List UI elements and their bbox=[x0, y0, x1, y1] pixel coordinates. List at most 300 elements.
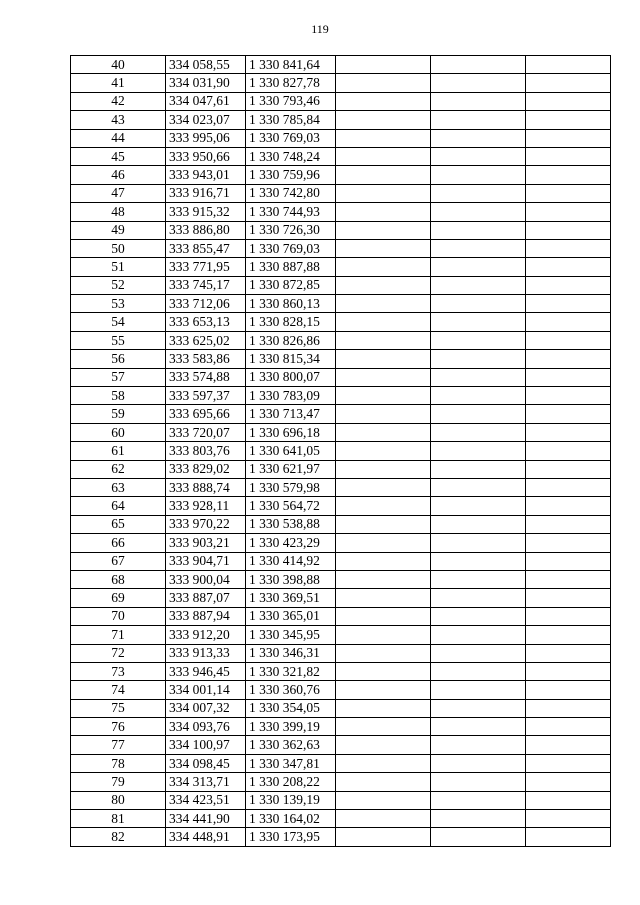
point-number-cell: 63 bbox=[71, 478, 166, 496]
empty-cell bbox=[431, 497, 526, 515]
table-row bbox=[71, 681, 611, 699]
empty-cell bbox=[431, 184, 526, 202]
table-row bbox=[71, 56, 611, 74]
x-coordinate-cell: 333 855,47 bbox=[166, 239, 246, 257]
point-number-cell: 49 bbox=[71, 221, 166, 239]
empty-cell bbox=[526, 313, 611, 331]
y-coordinate-cell: 1 330 748,24 bbox=[246, 147, 336, 165]
empty-cell bbox=[336, 56, 431, 74]
point-number-cell: 76 bbox=[71, 718, 166, 736]
point-number-cell: 56 bbox=[71, 350, 166, 368]
empty-cell bbox=[526, 147, 611, 165]
y-coordinate-cell: 1 330 887,88 bbox=[246, 258, 336, 276]
y-coordinate-cell: 1 330 362,63 bbox=[246, 736, 336, 754]
empty-cell bbox=[336, 497, 431, 515]
empty-cell bbox=[526, 239, 611, 257]
empty-cell bbox=[336, 331, 431, 349]
x-coordinate-cell: 334 001,14 bbox=[166, 681, 246, 699]
x-coordinate-cell: 334 100,97 bbox=[166, 736, 246, 754]
table-row bbox=[71, 570, 611, 588]
empty-cell bbox=[431, 258, 526, 276]
y-coordinate-cell: 1 330 399,19 bbox=[246, 718, 336, 736]
x-coordinate-cell: 333 771,95 bbox=[166, 258, 246, 276]
point-number-cell: 54 bbox=[71, 313, 166, 331]
empty-cell bbox=[336, 736, 431, 754]
empty-cell bbox=[431, 221, 526, 239]
point-number-cell: 42 bbox=[71, 92, 166, 110]
table-row bbox=[71, 387, 611, 405]
x-coordinate-cell: 334 441,90 bbox=[166, 810, 246, 828]
x-coordinate-cell: 333 803,76 bbox=[166, 442, 246, 460]
empty-cell bbox=[526, 478, 611, 496]
empty-cell bbox=[336, 699, 431, 717]
table-row bbox=[71, 74, 611, 92]
empty-cell bbox=[336, 552, 431, 570]
point-number-cell: 51 bbox=[71, 258, 166, 276]
empty-cell bbox=[336, 92, 431, 110]
table-row bbox=[71, 699, 611, 717]
table-row bbox=[71, 147, 611, 165]
empty-cell bbox=[336, 423, 431, 441]
point-number-cell: 65 bbox=[71, 515, 166, 533]
y-coordinate-cell: 1 330 345,95 bbox=[246, 626, 336, 644]
table-row bbox=[71, 644, 611, 662]
empty-cell bbox=[526, 662, 611, 680]
x-coordinate-cell: 334 031,90 bbox=[166, 74, 246, 92]
empty-cell bbox=[431, 368, 526, 386]
empty-cell bbox=[431, 828, 526, 846]
y-coordinate-cell: 1 330 398,88 bbox=[246, 570, 336, 588]
empty-cell bbox=[526, 810, 611, 828]
y-coordinate-cell: 1 330 828,15 bbox=[246, 313, 336, 331]
x-coordinate-cell: 333 950,66 bbox=[166, 147, 246, 165]
y-coordinate-cell: 1 330 139,19 bbox=[246, 791, 336, 809]
empty-cell bbox=[526, 736, 611, 754]
point-number-cell: 55 bbox=[71, 331, 166, 349]
point-number-cell: 82 bbox=[71, 828, 166, 846]
table-row bbox=[71, 662, 611, 680]
x-coordinate-cell: 333 712,06 bbox=[166, 295, 246, 313]
y-coordinate-cell: 1 330 815,34 bbox=[246, 350, 336, 368]
point-number-cell: 68 bbox=[71, 570, 166, 588]
x-coordinate-cell: 333 829,02 bbox=[166, 460, 246, 478]
point-number-cell: 60 bbox=[71, 423, 166, 441]
table-row bbox=[71, 313, 611, 331]
x-coordinate-cell: 333 745,17 bbox=[166, 276, 246, 294]
table-row bbox=[71, 203, 611, 221]
empty-cell bbox=[526, 460, 611, 478]
empty-cell bbox=[431, 736, 526, 754]
y-coordinate-cell: 1 330 414,92 bbox=[246, 552, 336, 570]
point-number-cell: 72 bbox=[71, 644, 166, 662]
empty-cell bbox=[526, 644, 611, 662]
table-row bbox=[71, 828, 611, 846]
empty-cell bbox=[526, 828, 611, 846]
empty-cell bbox=[431, 810, 526, 828]
table-row bbox=[71, 331, 611, 349]
point-number-cell: 77 bbox=[71, 736, 166, 754]
table-row bbox=[71, 773, 611, 791]
empty-cell bbox=[431, 460, 526, 478]
empty-cell bbox=[336, 184, 431, 202]
table-row bbox=[71, 626, 611, 644]
empty-cell bbox=[526, 221, 611, 239]
point-number-cell: 69 bbox=[71, 589, 166, 607]
empty-cell bbox=[526, 276, 611, 294]
empty-cell bbox=[431, 570, 526, 588]
y-coordinate-cell: 1 330 826,86 bbox=[246, 331, 336, 349]
point-number-cell: 46 bbox=[71, 166, 166, 184]
empty-cell bbox=[431, 74, 526, 92]
point-number-cell: 64 bbox=[71, 497, 166, 515]
empty-cell bbox=[431, 534, 526, 552]
y-coordinate-cell: 1 330 769,03 bbox=[246, 239, 336, 257]
table-row bbox=[71, 460, 611, 478]
x-coordinate-cell: 333 912,20 bbox=[166, 626, 246, 644]
empty-cell bbox=[526, 552, 611, 570]
empty-cell bbox=[336, 626, 431, 644]
x-coordinate-cell: 333 970,22 bbox=[166, 515, 246, 533]
table-row bbox=[71, 368, 611, 386]
empty-cell bbox=[431, 313, 526, 331]
empty-cell bbox=[431, 515, 526, 533]
table-row bbox=[71, 718, 611, 736]
table-row bbox=[71, 552, 611, 570]
empty-cell bbox=[336, 74, 431, 92]
table-row bbox=[71, 497, 611, 515]
empty-cell bbox=[526, 699, 611, 717]
point-number-cell: 47 bbox=[71, 184, 166, 202]
table-row bbox=[71, 405, 611, 423]
x-coordinate-cell: 334 007,32 bbox=[166, 699, 246, 717]
x-coordinate-cell: 334 313,71 bbox=[166, 773, 246, 791]
y-coordinate-cell: 1 330 538,88 bbox=[246, 515, 336, 533]
empty-cell bbox=[336, 276, 431, 294]
empty-cell bbox=[431, 662, 526, 680]
table-row bbox=[71, 258, 611, 276]
point-number-cell: 74 bbox=[71, 681, 166, 699]
empty-cell bbox=[336, 258, 431, 276]
empty-cell bbox=[431, 607, 526, 625]
empty-cell bbox=[526, 331, 611, 349]
table-row bbox=[71, 736, 611, 754]
y-coordinate-cell: 1 330 369,51 bbox=[246, 589, 336, 607]
table-row bbox=[71, 791, 611, 809]
x-coordinate-cell: 333 915,32 bbox=[166, 203, 246, 221]
empty-cell bbox=[526, 258, 611, 276]
empty-cell bbox=[526, 497, 611, 515]
empty-cell bbox=[336, 810, 431, 828]
x-coordinate-cell: 334 423,51 bbox=[166, 791, 246, 809]
coordinates-table-body bbox=[71, 56, 611, 847]
point-number-cell: 53 bbox=[71, 295, 166, 313]
point-number-cell: 70 bbox=[71, 607, 166, 625]
point-number-cell: 73 bbox=[71, 662, 166, 680]
empty-cell bbox=[336, 607, 431, 625]
table-row bbox=[71, 810, 611, 828]
x-coordinate-cell: 333 995,06 bbox=[166, 129, 246, 147]
table-row bbox=[71, 166, 611, 184]
empty-cell bbox=[336, 515, 431, 533]
empty-cell bbox=[336, 828, 431, 846]
empty-cell bbox=[431, 699, 526, 717]
coordinates-table bbox=[70, 55, 611, 847]
y-coordinate-cell: 1 330 783,09 bbox=[246, 387, 336, 405]
empty-cell bbox=[526, 184, 611, 202]
empty-cell bbox=[431, 552, 526, 570]
table-row bbox=[71, 92, 611, 110]
table-row bbox=[71, 350, 611, 368]
empty-cell bbox=[431, 405, 526, 423]
table-row bbox=[71, 442, 611, 460]
y-coordinate-cell: 1 330 769,03 bbox=[246, 129, 336, 147]
table-row bbox=[71, 589, 611, 607]
y-coordinate-cell: 1 330 860,13 bbox=[246, 295, 336, 313]
y-coordinate-cell: 1 330 696,18 bbox=[246, 423, 336, 441]
empty-cell bbox=[336, 534, 431, 552]
y-coordinate-cell: 1 330 347,81 bbox=[246, 754, 336, 772]
empty-cell bbox=[336, 221, 431, 239]
x-coordinate-cell: 333 888,74 bbox=[166, 478, 246, 496]
x-coordinate-cell: 333 887,07 bbox=[166, 589, 246, 607]
y-coordinate-cell: 1 330 365,01 bbox=[246, 607, 336, 625]
empty-cell bbox=[431, 166, 526, 184]
table-row bbox=[71, 515, 611, 533]
empty-cell bbox=[336, 718, 431, 736]
empty-cell bbox=[526, 423, 611, 441]
point-number-cell: 81 bbox=[71, 810, 166, 828]
y-coordinate-cell: 1 330 742,80 bbox=[246, 184, 336, 202]
empty-cell bbox=[431, 92, 526, 110]
point-number-cell: 58 bbox=[71, 387, 166, 405]
y-coordinate-cell: 1 330 785,84 bbox=[246, 111, 336, 129]
y-coordinate-cell: 1 330 726,30 bbox=[246, 221, 336, 239]
empty-cell bbox=[526, 607, 611, 625]
y-coordinate-cell: 1 330 173,95 bbox=[246, 828, 336, 846]
empty-cell bbox=[336, 295, 431, 313]
empty-cell bbox=[336, 368, 431, 386]
empty-cell bbox=[526, 111, 611, 129]
empty-cell bbox=[336, 313, 431, 331]
empty-cell bbox=[336, 570, 431, 588]
point-number-cell: 79 bbox=[71, 773, 166, 791]
empty-cell bbox=[336, 405, 431, 423]
empty-cell bbox=[336, 350, 431, 368]
empty-cell bbox=[526, 74, 611, 92]
empty-cell bbox=[431, 203, 526, 221]
y-coordinate-cell: 1 330 579,98 bbox=[246, 478, 336, 496]
empty-cell bbox=[431, 350, 526, 368]
empty-cell bbox=[336, 773, 431, 791]
table-row bbox=[71, 534, 611, 552]
empty-cell bbox=[526, 515, 611, 533]
empty-cell bbox=[431, 626, 526, 644]
empty-cell bbox=[336, 147, 431, 165]
point-number-cell: 59 bbox=[71, 405, 166, 423]
y-coordinate-cell: 1 330 800,07 bbox=[246, 368, 336, 386]
table-row bbox=[71, 111, 611, 129]
x-coordinate-cell: 333 903,21 bbox=[166, 534, 246, 552]
empty-cell bbox=[431, 791, 526, 809]
empty-cell bbox=[431, 387, 526, 405]
empty-cell bbox=[431, 589, 526, 607]
point-number-cell: 50 bbox=[71, 239, 166, 257]
empty-cell bbox=[431, 147, 526, 165]
empty-cell bbox=[431, 331, 526, 349]
empty-cell bbox=[431, 644, 526, 662]
empty-cell bbox=[431, 718, 526, 736]
x-coordinate-cell: 334 093,76 bbox=[166, 718, 246, 736]
empty-cell bbox=[526, 773, 611, 791]
empty-cell bbox=[431, 239, 526, 257]
x-coordinate-cell: 333 913,33 bbox=[166, 644, 246, 662]
table-row bbox=[71, 276, 611, 294]
y-coordinate-cell: 1 330 423,29 bbox=[246, 534, 336, 552]
empty-cell bbox=[526, 754, 611, 772]
empty-cell bbox=[336, 754, 431, 772]
empty-cell bbox=[431, 276, 526, 294]
x-coordinate-cell: 334 448,91 bbox=[166, 828, 246, 846]
empty-cell bbox=[431, 773, 526, 791]
x-coordinate-cell: 333 583,86 bbox=[166, 350, 246, 368]
point-number-cell: 44 bbox=[71, 129, 166, 147]
empty-cell bbox=[336, 644, 431, 662]
point-number-cell: 75 bbox=[71, 699, 166, 717]
empty-cell bbox=[336, 129, 431, 147]
y-coordinate-cell: 1 330 360,76 bbox=[246, 681, 336, 699]
point-number-cell: 48 bbox=[71, 203, 166, 221]
y-coordinate-cell: 1 330 208,22 bbox=[246, 773, 336, 791]
table-row bbox=[71, 295, 611, 313]
empty-cell bbox=[526, 589, 611, 607]
x-coordinate-cell: 333 887,94 bbox=[166, 607, 246, 625]
empty-cell bbox=[526, 718, 611, 736]
table-row bbox=[71, 184, 611, 202]
empty-cell bbox=[526, 442, 611, 460]
x-coordinate-cell: 333 946,45 bbox=[166, 662, 246, 680]
empty-cell bbox=[431, 442, 526, 460]
x-coordinate-cell: 333 886,80 bbox=[166, 221, 246, 239]
empty-cell bbox=[336, 662, 431, 680]
empty-cell bbox=[431, 295, 526, 313]
point-number-cell: 41 bbox=[71, 74, 166, 92]
empty-cell bbox=[526, 387, 611, 405]
table-row bbox=[71, 221, 611, 239]
y-coordinate-cell: 1 330 321,82 bbox=[246, 662, 336, 680]
empty-cell bbox=[431, 423, 526, 441]
table-row bbox=[71, 423, 611, 441]
x-coordinate-cell: 333 928,11 bbox=[166, 497, 246, 515]
x-coordinate-cell: 334 047,61 bbox=[166, 92, 246, 110]
y-coordinate-cell: 1 330 713,47 bbox=[246, 405, 336, 423]
x-coordinate-cell: 334 023,07 bbox=[166, 111, 246, 129]
point-number-cell: 52 bbox=[71, 276, 166, 294]
page-number: 119 bbox=[311, 22, 329, 36]
empty-cell bbox=[336, 460, 431, 478]
x-coordinate-cell: 333 720,07 bbox=[166, 423, 246, 441]
y-coordinate-cell: 1 330 744,93 bbox=[246, 203, 336, 221]
y-coordinate-cell: 1 330 164,02 bbox=[246, 810, 336, 828]
point-number-cell: 61 bbox=[71, 442, 166, 460]
empty-cell bbox=[431, 56, 526, 74]
empty-cell bbox=[526, 791, 611, 809]
empty-cell bbox=[336, 387, 431, 405]
empty-cell bbox=[336, 791, 431, 809]
y-coordinate-cell: 1 330 759,96 bbox=[246, 166, 336, 184]
point-number-cell: 43 bbox=[71, 111, 166, 129]
empty-cell bbox=[526, 203, 611, 221]
empty-cell bbox=[526, 92, 611, 110]
y-coordinate-cell: 1 330 564,72 bbox=[246, 497, 336, 515]
y-coordinate-cell: 1 330 841,64 bbox=[246, 56, 336, 74]
empty-cell bbox=[526, 626, 611, 644]
empty-cell bbox=[336, 203, 431, 221]
empty-cell bbox=[526, 56, 611, 74]
point-number-cell: 78 bbox=[71, 754, 166, 772]
y-coordinate-cell: 1 330 354,05 bbox=[246, 699, 336, 717]
table-row bbox=[71, 478, 611, 496]
empty-cell bbox=[526, 368, 611, 386]
y-coordinate-cell: 1 330 641,05 bbox=[246, 442, 336, 460]
x-coordinate-cell: 334 058,55 bbox=[166, 56, 246, 74]
y-coordinate-cell: 1 330 346,31 bbox=[246, 644, 336, 662]
x-coordinate-cell: 333 625,02 bbox=[166, 331, 246, 349]
y-coordinate-cell: 1 330 872,85 bbox=[246, 276, 336, 294]
point-number-cell: 80 bbox=[71, 791, 166, 809]
empty-cell bbox=[526, 129, 611, 147]
x-coordinate-cell: 333 916,71 bbox=[166, 184, 246, 202]
point-number-cell: 71 bbox=[71, 626, 166, 644]
point-number-cell: 57 bbox=[71, 368, 166, 386]
empty-cell bbox=[431, 111, 526, 129]
y-coordinate-cell: 1 330 793,46 bbox=[246, 92, 336, 110]
empty-cell bbox=[336, 589, 431, 607]
empty-cell bbox=[431, 754, 526, 772]
table-row bbox=[71, 754, 611, 772]
empty-cell bbox=[431, 129, 526, 147]
x-coordinate-cell: 333 904,71 bbox=[166, 552, 246, 570]
point-number-cell: 66 bbox=[71, 534, 166, 552]
empty-cell bbox=[431, 681, 526, 699]
table-row bbox=[71, 129, 611, 147]
empty-cell bbox=[526, 534, 611, 552]
x-coordinate-cell: 333 695,66 bbox=[166, 405, 246, 423]
table-row bbox=[71, 239, 611, 257]
empty-cell bbox=[336, 442, 431, 460]
x-coordinate-cell: 333 653,13 bbox=[166, 313, 246, 331]
point-number-cell: 62 bbox=[71, 460, 166, 478]
y-coordinate-cell: 1 330 827,78 bbox=[246, 74, 336, 92]
empty-cell bbox=[526, 166, 611, 184]
point-number-cell: 67 bbox=[71, 552, 166, 570]
point-number-cell: 40 bbox=[71, 56, 166, 74]
empty-cell bbox=[336, 478, 431, 496]
x-coordinate-cell: 333 574,88 bbox=[166, 368, 246, 386]
x-coordinate-cell: 334 098,45 bbox=[166, 754, 246, 772]
y-coordinate-cell: 1 330 621,97 bbox=[246, 460, 336, 478]
point-number-cell: 45 bbox=[71, 147, 166, 165]
x-coordinate-cell: 333 900,04 bbox=[166, 570, 246, 588]
empty-cell bbox=[336, 681, 431, 699]
empty-cell bbox=[336, 111, 431, 129]
x-coordinate-cell: 333 943,01 bbox=[166, 166, 246, 184]
empty-cell bbox=[526, 570, 611, 588]
empty-cell bbox=[526, 405, 611, 423]
empty-cell bbox=[526, 681, 611, 699]
empty-cell bbox=[526, 295, 611, 313]
x-coordinate-cell: 333 597,37 bbox=[166, 387, 246, 405]
empty-cell bbox=[431, 478, 526, 496]
